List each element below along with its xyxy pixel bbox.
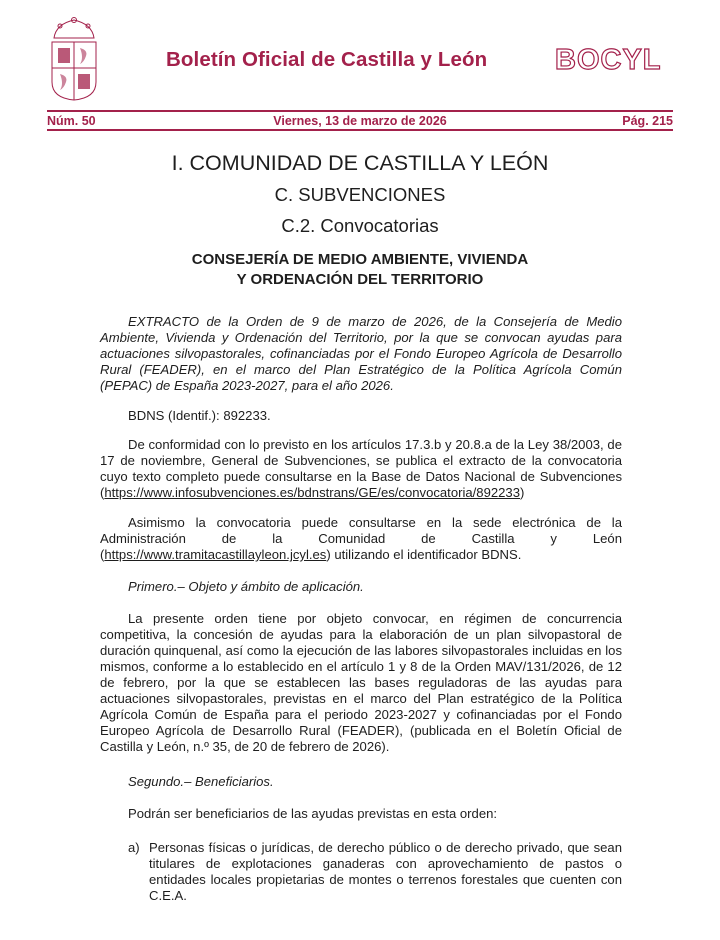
- list-item-text: Personas físicas o jurídicas, de derecho público o de derecho privado, que sean titulares de explotaciones ganaderas con aprovechamiento de pastos o entidades locales propietarias de montes o terrenos forestales que cuenten con C.E.A.: [149, 840, 622, 903]
- conformidad-end: ): [519, 485, 525, 500]
- segundo-intro: Podrán ser beneficiarios de las ayudas previstas en esta orden:: [128, 806, 498, 821]
- bdns-id: BDNS (Identif.): 892233.: [128, 408, 271, 423]
- segundo-heading: Segundo.– Beneficiarios.: [128, 774, 274, 789]
- asimismo-paragraph: [100, 515, 622, 563]
- department-heading-line1: CONSEJERÍA DE MEDIO AMBIENTE, VIVIENDA: [191, 251, 529, 268]
- header-rule-bottom: [47, 129, 673, 131]
- department-heading-line2: Y ORDENACIÓN DEL TERRITORIO: [236, 271, 484, 288]
- asimismo-end: ) utilizando el identificador BDNS.: [326, 547, 522, 562]
- primero-paragraph: La presente orden tiene por objeto convocar, en régimen de concurrencia competitiva, la concesión de ayudas para la elaboración de un plan silvopastoral de duración quinquenal, así como la ejecución de las labores silvopastorales incluidas en los mismos, conforme a lo establecido en el artículo 1 y 8 de la Orden MAV/131/2026, de 12 de febrero, por la que se establecen las bases reguladoras de las ayudas para actuaciones silvopastorales, previstas en el marco del Plan estratégico de la Política Agrícola Común de España para el periodo 2023-2027 y cofinanciadas por el Fondo Europeo Agrícola de Desarrollo Rural (FEADER), (publicada en el Boletín Oficial de Castilla y León, n.º 35, de 20 de febrero de 2026).: [100, 611, 622, 754]
- bulletin-title: Boletín Oficial de Castilla y León: [166, 48, 488, 71]
- coat-of-arms-logo: [48, 16, 100, 102]
- conformidad-paragraph: [100, 437, 622, 501]
- list-item: [128, 840, 622, 904]
- asimismo-text: Asimismo la convocatoria puede consultarse en la sede electrónica de la Administración de la Comunidad de Castilla y León (: [100, 515, 622, 562]
- primero-heading: Primero.– Objeto y ámbito de aplicación.: [128, 579, 364, 594]
- page-number: Pág. 215: [622, 114, 673, 128]
- subsubsection-heading: C.2. Convocatorias: [281, 215, 439, 236]
- list-item-label: a): [128, 840, 140, 855]
- issue-number: Núm. 50: [47, 114, 96, 128]
- bocyl-logo: BOCYL: [555, 44, 662, 76]
- infosubvenciones-link[interactable]: https://www.infosubvenciones.es/bdnstrans/GE/es/convocatoria/892233: [104, 485, 520, 500]
- header-rule-top: [47, 110, 673, 112]
- tramita-link[interactable]: https://www.tramitacastillayleon.jcyl.es: [104, 547, 327, 562]
- extract-paragraph: EXTRACTO de la Orden de 9 de marzo de 2026, de la Consejería de Medio Ambiente, Vivienda y Ordenación del Territorio, por la que se convocan ayudas para actuaciones silvopastorales, cofinanciadas por el Fondo Europeo Agrícola de Desarrollo Rural (FEADER), en el marco del Plan Estratégico de la Política Agrícola Común (PEPAC) de España 2023-2027, para el año 2026.: [100, 314, 622, 393]
- conformidad-text: De conformidad con lo previsto en los artículos 17.3.b y 20.8.a de la Ley 38/2003, de 17 de noviembre, General de Subvenciones, se publica el extracto de la convocatoria cuyo texto completo puede consultarse en la Base de Datos Nacional de Subvenciones (: [100, 437, 622, 500]
- subsection-heading: C. SUBVENCIONES: [274, 184, 446, 205]
- section-heading: I. COMUNIDAD DE CASTILLA Y LEÓN: [171, 151, 549, 175]
- issue-date: Viernes, 13 de marzo de 2026: [273, 114, 447, 128]
